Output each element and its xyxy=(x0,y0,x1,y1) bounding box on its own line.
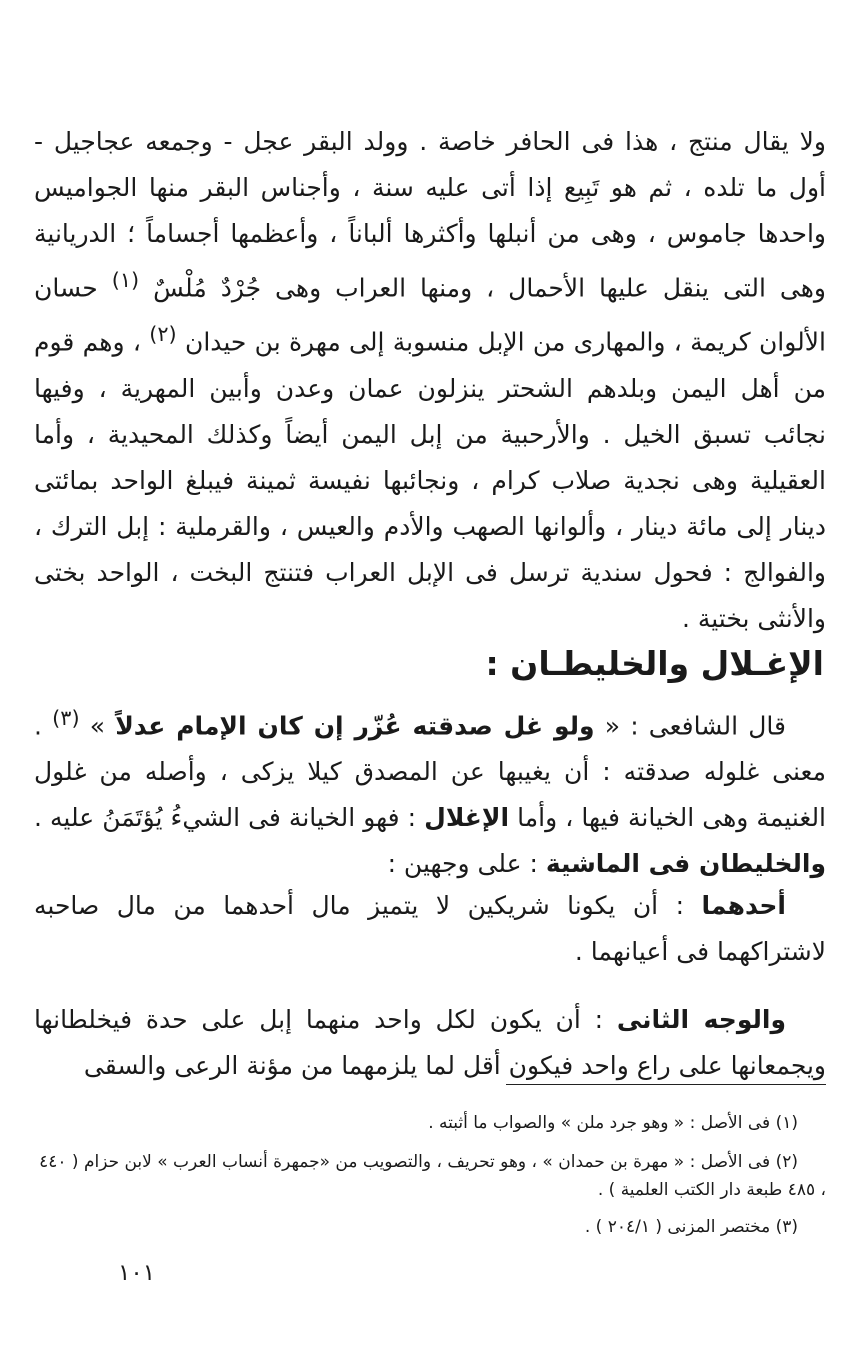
paragraph-text: : فهو الخيانة فى الشيءُ يُؤتَمَنُ عليه . xyxy=(34,803,417,833)
term-khalitan: والخليطان فى الماشية xyxy=(545,849,826,879)
footnote-ref[interactable]: (٢) xyxy=(149,322,177,347)
paragraph-text: حسان الألوان كريمة ، والمهارى من الإبل منسوبة إلى مهرة بن حيدان xyxy=(34,273,826,357)
paragraph-text: : أن يكونا شريكين لا يتميز مال أحدهما من مال صاحبه لاشتراكهما فى أعيانهما . xyxy=(34,891,826,966)
footnote-ref[interactable]: (٣) xyxy=(52,706,80,730)
quoted-text: ولو غل صدقته عُزّر إن كان الإمام عدلاً xyxy=(115,711,595,741)
term-ighlal: الإغلال xyxy=(424,803,510,833)
paragraph-shafii-quote xyxy=(34,695,826,887)
paragraph-text: قال الشافعى : « xyxy=(604,711,786,741)
paragraph-first-case xyxy=(34,883,826,975)
page-number: ١٠١ xyxy=(118,1260,156,1286)
footnote-2: (٢) فى الأصل : « مهرة بن حمدان » ، وهو تحريف ، والتصويب من «جمهرة أنساب العرب » لابن حزام ( ٤٤٠ ، ٤٨٥ طبعة دار الكتب العلمية ) . xyxy=(39,1152,826,1200)
paragraph-second-case xyxy=(34,997,826,1089)
footnote-ref[interactable]: (١) xyxy=(111,268,140,292)
paragraph-text: » xyxy=(89,711,106,741)
paragraph-text: . معنى غلوله صدقته : أن يغيبها عن المصدق كيلا يزكى ، وأصله من غلول الغنيمة وهى الخيانة فيها ، وأما xyxy=(34,711,827,833)
paragraph-text: : على وجهين : xyxy=(387,849,538,879)
paragraph-text: ولا يقال منتج ، هذا فى الحافر خاصة . وولد البقر عجل - وجمعه عجاجيل - أول ما تلده ، ثم هو تَبِيع إذا أتى عليه سنة ، وأجناس البقر منها الجواميس واحدها جاموس ، وهى من أنبلها وأكثرها ألباناً ، وأعظمها أجساماً ؛ الدريانية وهى التى ينقل عليها الأحمال ، ومنها العراب وهى جُرْدٌ مُلْسٌ xyxy=(34,127,826,303)
section-heading: الإغـلال والخليطـان : xyxy=(485,644,824,684)
term-second: والوجه الثانى xyxy=(616,1005,786,1034)
paragraph-text: : أن يكون لكل واحد منهما إبل على حدة فيخلطانها ويجمعانها على راع واحد فيكون أقل لما يلزمهما من مؤنة الرعى والسقى xyxy=(34,1005,826,1080)
footnote-1: (١) فى الأصل : « وهو جرد ملن » والصواب ما أثبته . xyxy=(428,1113,798,1133)
footnote-3: (٣) مختصر المزنى ( ٢٠٤/١ ) . xyxy=(584,1217,798,1237)
paragraph-camels-cattle xyxy=(34,119,826,642)
footnote-divider xyxy=(506,1084,826,1085)
term-first: أحدهما xyxy=(701,891,786,920)
paragraph-text: ، وهم قوم من أهل اليمن وبلدهم الشحتر ينزلون عمان وعدن وأبين المهرية ، وفيها نجائب تسبق الخيل . والأرحبية من إبل اليمن أيضاً وكذلك المحيدية ، وأما العقيلية وهى نجدية صلاب كرام ، ونجائبها نفيسة ثمينة فيبلغ الواحد بمائتى دينار إلى مائة دينار ، وألوانها الصهب والأدم والعيس ، والقرملية : إبل الترك ، والفوالج : فحول سندية ترسل فى الإبل العراب فتنتج البخت ، الواحد بختى والأنثى بختية . xyxy=(34,327,826,633)
